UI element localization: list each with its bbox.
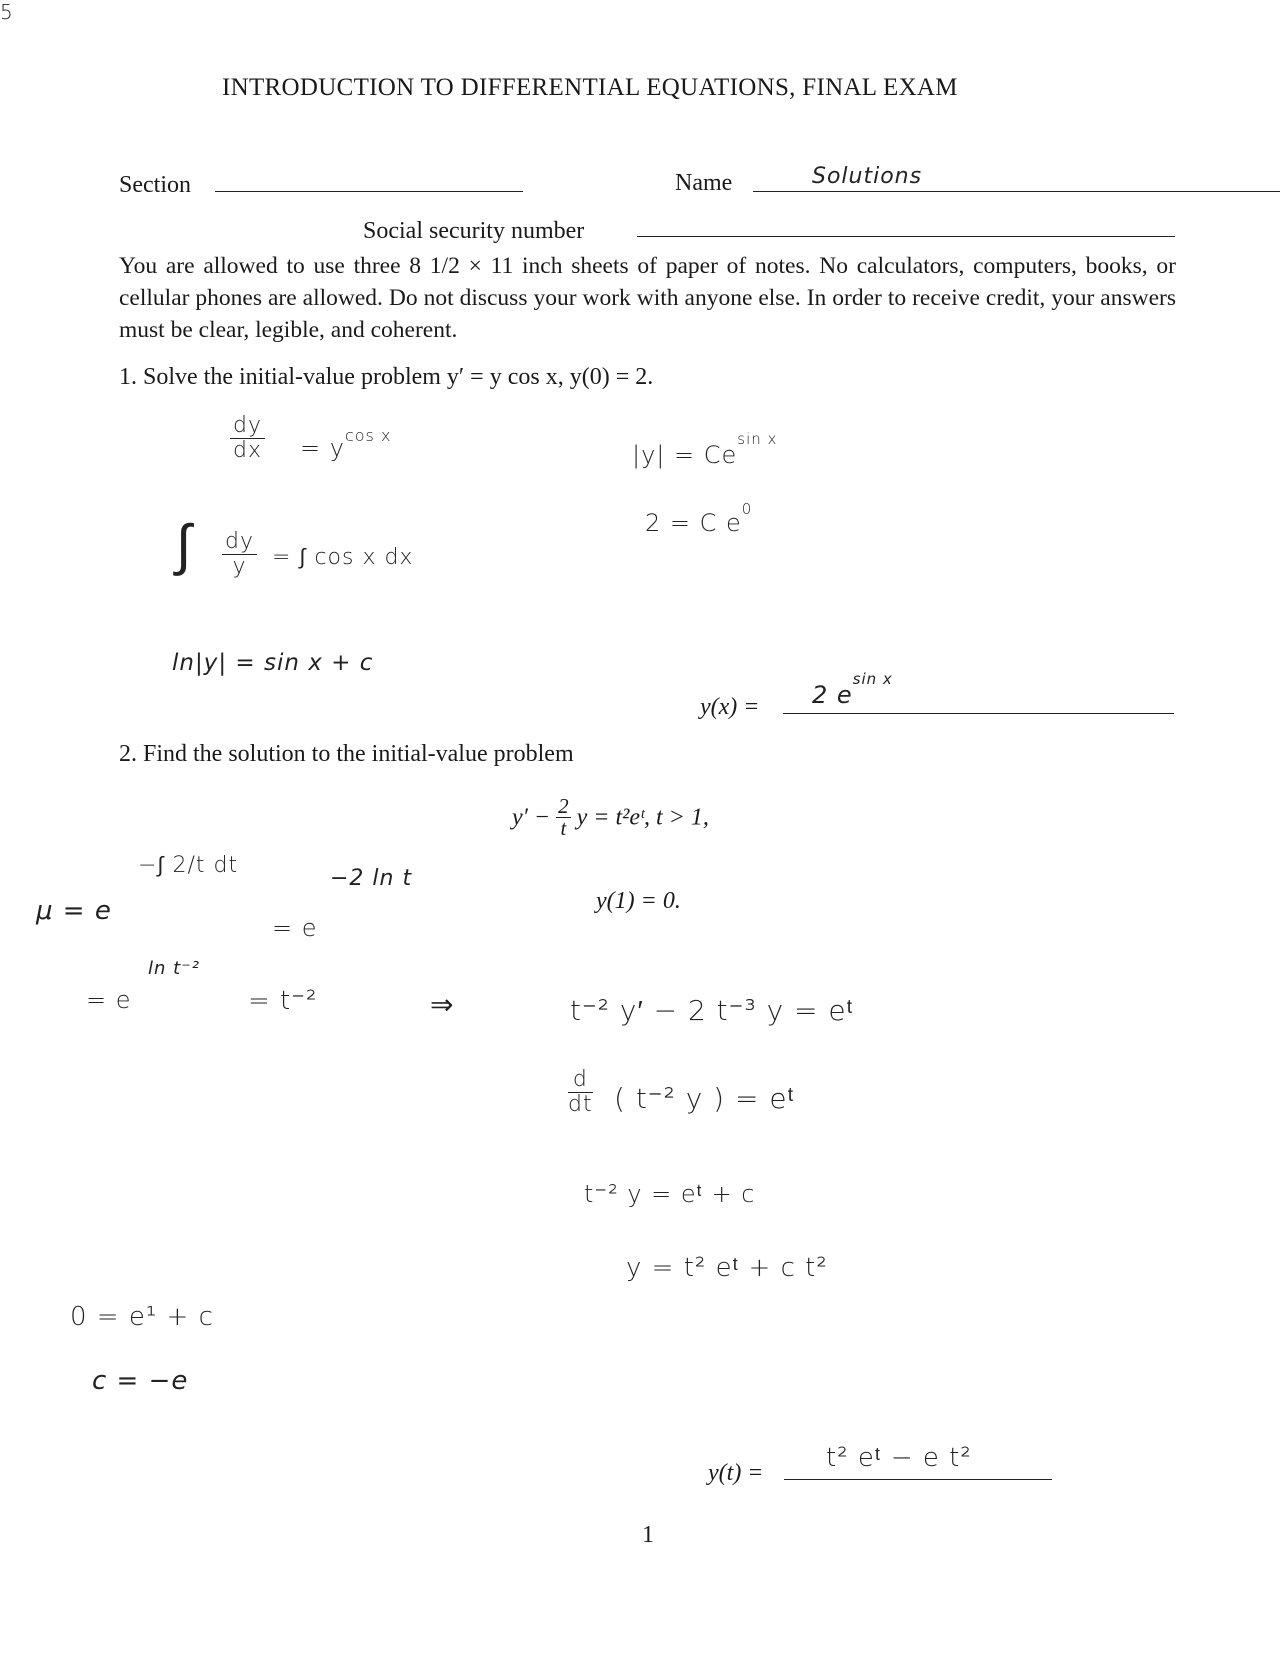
p1-dx: dx [233, 438, 262, 464]
name-value: Solutions [812, 164, 923, 189]
p2-step3: t⁻² y = eᵗ + c [584, 1180, 756, 1208]
p2-mu-eq3: = e [86, 986, 132, 1014]
problem-2-prompt: 2. Find the solution to the initial-value problem [119, 741, 574, 767]
problem-1-prompt: 1. Solve the initial-value problem y′ = y cos x, y(0) = 2. [119, 364, 654, 390]
p2-step2-dt: dt [568, 1092, 593, 1118]
section-label: Section [119, 172, 191, 198]
p1-int-frac [222, 530, 257, 579]
p1-abs-line [632, 430, 778, 469]
p2-equation [512, 796, 709, 839]
p1-eq1-rhs-text: = y [300, 434, 345, 462]
name-field[interactable] [753, 191, 1280, 192]
section-field[interactable] [215, 191, 523, 192]
p1-dydx [230, 414, 265, 463]
page-title: INTRODUCTION TO DIFFERENTIAL EQUATIONS, FINAL EXAM [222, 74, 958, 101]
p2-eq-frac [556, 796, 571, 839]
p1-ic-text: 2 = C e [645, 509, 742, 537]
p1-answer-text: 2 e [812, 681, 853, 709]
p1-answer-sup: sin x [852, 670, 893, 688]
p1-answer-label: y(x) = [700, 694, 760, 720]
p2-ic1: 0 = e¹ + c [70, 1302, 214, 1332]
p2-step2-d: d [568, 1068, 593, 1093]
name-label: Name [675, 170, 733, 196]
p2-mu-label: μ = e [36, 896, 112, 926]
p2-step2-rest: ( t⁻² y ) = eᵗ [614, 1082, 795, 1115]
p1-answer-value [812, 670, 893, 709]
p2-answer-value: t² eᵗ − e t² [826, 1443, 972, 1473]
p1-dy: dy [230, 414, 265, 439]
p1-ic-sup: 0 [741, 500, 753, 518]
p1-answer-line [783, 713, 1174, 714]
p2-implies: ⇒ [430, 988, 455, 1021]
p1-eq1-sup: cos x [344, 426, 392, 445]
p2-eq-frac-den: t [560, 816, 567, 840]
p1-int-rhs: = ∫ cos x dx [272, 545, 414, 570]
p2-eq-frac-num: 2 [558, 794, 569, 818]
p2-step1: t⁻² y′ − 2 t⁻³ y = eᵗ [570, 994, 854, 1027]
ssn-label: Social security number [363, 218, 585, 244]
p1-abs-sup: sin x [737, 430, 778, 448]
p1-abs-text: |y| = Ce [632, 441, 738, 469]
instructions-paragraph: You are allowed to use three 8 1/2 × 11 inch sheets of paper of notes. No calculators, computers, books, or cellular phones are allowed. Do not discuss your work with anyone else. In order to receive credit, your answers must be clear, legible, and coherent. [119, 253, 1176, 343]
p1-ln-line: ln|y| = sin x + c [172, 650, 374, 676]
p2-mu-eq2-sup: −2 ln t [330, 866, 413, 891]
p2-step4: y = t² eᵗ + c t² [626, 1253, 828, 1283]
p2-initial-condition: y(1) = 0. [596, 888, 681, 914]
page-number: 1 [642, 1522, 654, 1548]
p2-answer-line [784, 1479, 1052, 1480]
p2-answer-label: y(t) = [708, 1460, 764, 1486]
p1-integral-sign: ∫ [176, 513, 193, 578]
p2-eq-lhs: y′ − [512, 804, 551, 831]
p2-mu-eq2: = e [272, 914, 318, 942]
page-corner-mark: 5 [0, 0, 14, 24]
p1-eq1-rhs [300, 426, 392, 462]
p1-int-den: y [232, 554, 247, 580]
p2-step2-ddt [568, 1068, 593, 1117]
p2-ic2: c = −e [92, 1366, 189, 1396]
p1-int-num: dy [222, 530, 257, 555]
p2-eq-rhs: y = t²eᵗ, t > 1, [576, 804, 709, 831]
ssn-field[interactable] [637, 236, 1175, 237]
p2-mu-eq4: = t⁻² [248, 986, 318, 1016]
p2-mu-eq3-sup: ln t⁻² [148, 958, 200, 979]
p2-mu-sup: −∫ 2/t dt [138, 853, 239, 878]
p1-ic-line [645, 500, 753, 537]
